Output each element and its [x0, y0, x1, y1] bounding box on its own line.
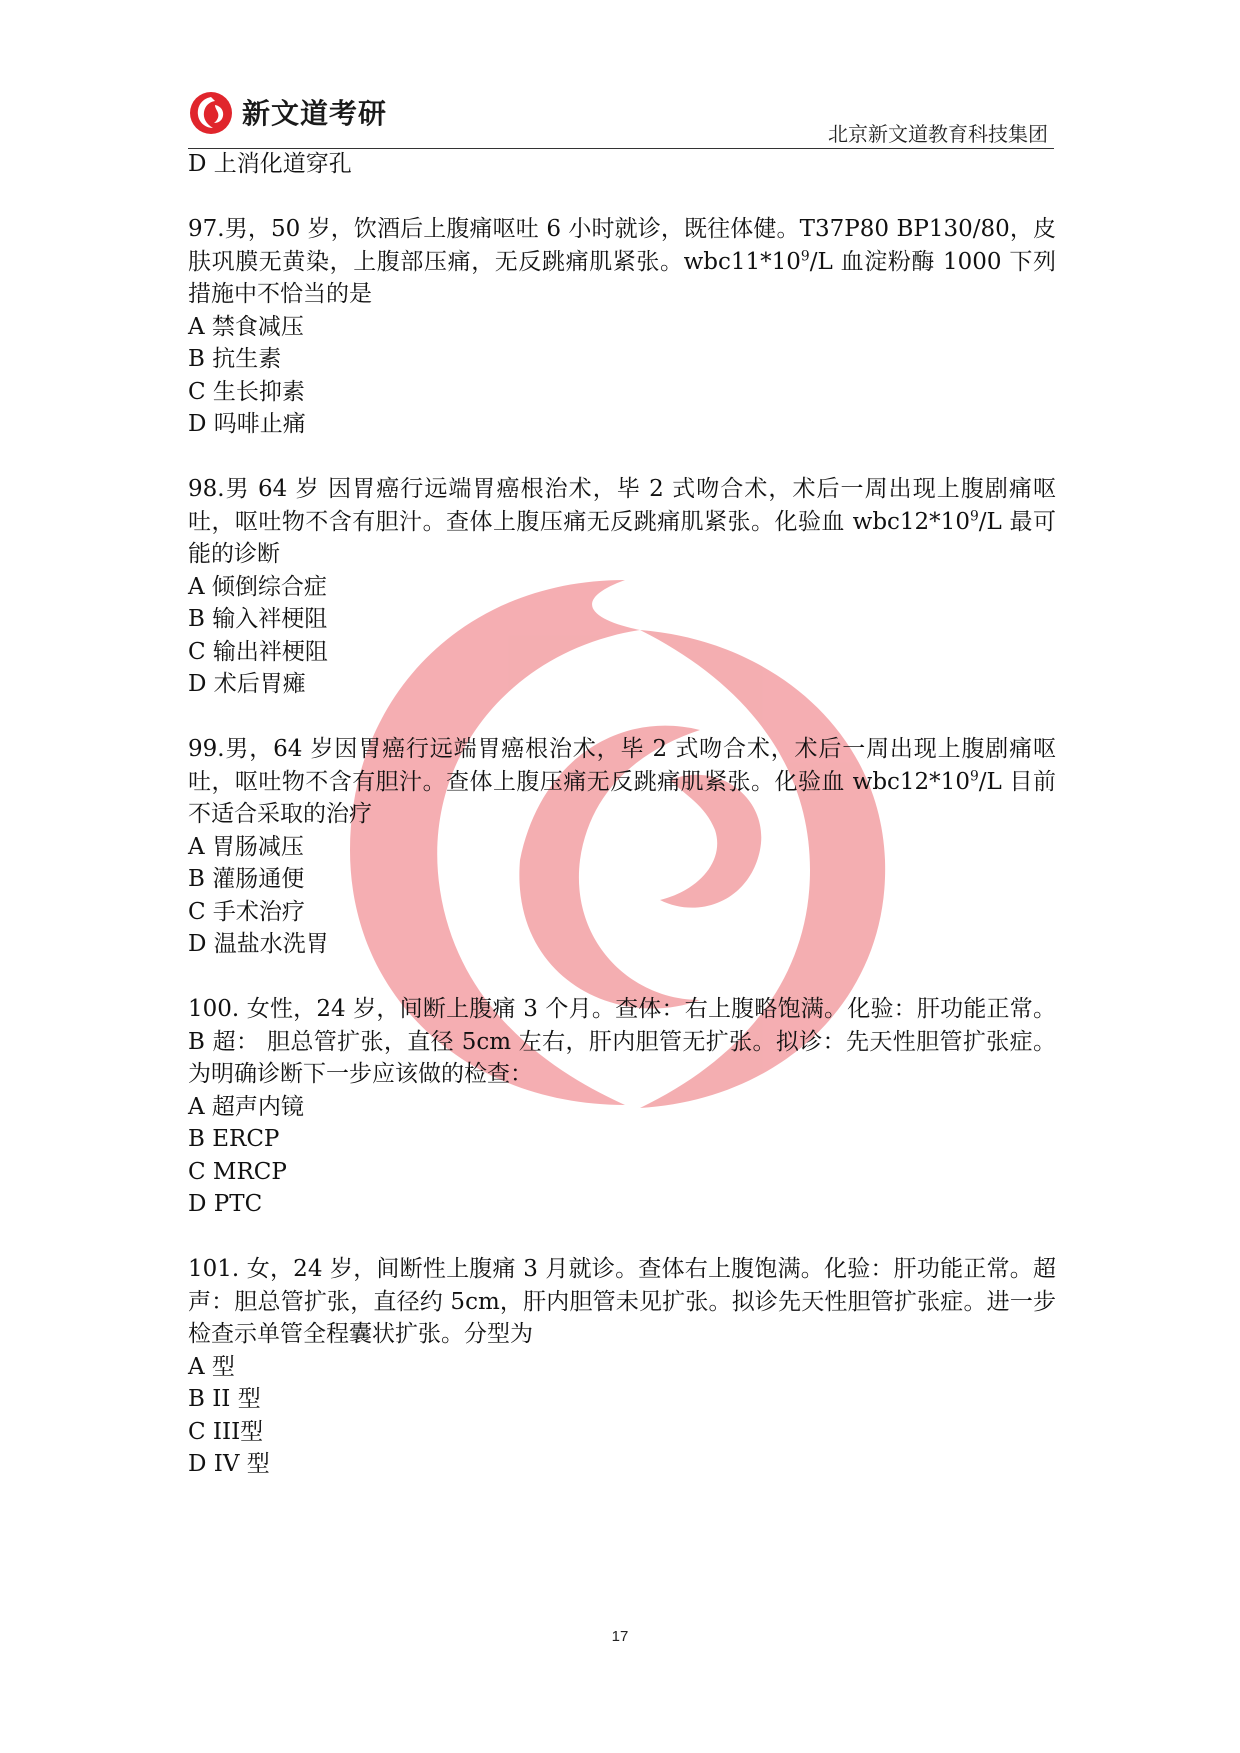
option-c: C 输出袢梗阻: [188, 638, 328, 665]
option-d: D 吗啡止痛: [188, 411, 306, 437]
option-d: D 术后胃瘫: [188, 671, 306, 697]
logo-text: 新文道考研: [242, 97, 388, 130]
superscript: 9: [969, 767, 979, 784]
question-101: [188, 1253, 1056, 1481]
option-d: D 温盐水洗胃: [188, 931, 329, 957]
question-100: [188, 993, 1056, 1221]
option: D 上消化道穿孔: [188, 151, 352, 177]
stem-text: 女性，24 岁，间断上腹痛 3 个月。查体：右上腹略饱满。化验：肝功能正常。B 超： 胆总管扩张，直径 5cm 左右，肝内胆管无扩张。拟诊：先天性胆管扩张症。为明确诊断下一步应该做的检查：: [188, 996, 1056, 1087]
question-number: 98.: [188, 476, 225, 502]
organization-name: 北京新文道教育科技集团: [828, 122, 1048, 146]
question-number: 100.: [188, 996, 240, 1022]
question-99: [188, 733, 1056, 961]
option-d: D IV 型: [188, 1451, 270, 1477]
option-c: C 生长抑素: [188, 378, 305, 405]
option-b: B 灌肠通便: [188, 866, 305, 892]
question-number: 101.: [188, 1256, 240, 1282]
question-98: [188, 473, 1056, 701]
stem-text: 男 64 岁 因胃癌行远端胃癌根治术，毕 2 式吻合术，术后一周出现上腹剧痛呕吐，呕吐物不含有胆汁。查体上腹压痛无反跳痛肌紧张。化验血 wbc12*10: [188, 476, 1056, 535]
stem-text: /L 血淀粉酶 1000 下列措施中不恰当的是: [188, 248, 1056, 307]
question-stem: [188, 733, 1056, 831]
option-a: A 超声内镜: [188, 1093, 304, 1120]
page-number: 17: [611, 1628, 629, 1645]
phoenix-logo-icon: [188, 90, 234, 136]
question-96-tail: [188, 148, 1056, 181]
option-a: A 禁食减压: [188, 313, 304, 340]
option-b: B ERCP: [188, 1126, 280, 1152]
option-a: A 胃肠减压: [188, 833, 304, 860]
option-b: B II 型: [188, 1386, 261, 1412]
option-b: B 输入袢梗阻: [188, 606, 328, 632]
question-stem: [188, 473, 1056, 571]
stem-text: 男，64 岁因胃癌行远端胃癌根治术，毕 2 式吻合术，术后一周出现上腹剧痛呕吐，呕吐物不含有胆汁。查体上腹压痛无反跳痛肌紧张。化验血 wbc12*10: [188, 736, 1056, 795]
option-d: D PTC: [188, 1191, 263, 1217]
question-stem: [188, 1253, 1056, 1351]
stem-text: 男，50 岁，饮酒后上腹痛呕吐 6 小时就诊，既往体健。T37P80 BP130/80，皮肤巩膜无黄染，上腹部压痛，无反跳痛肌紧张。wbc11*10: [188, 216, 1056, 275]
option-a: A 倾倒综合症: [188, 573, 327, 600]
stem-text: /L 目前不适合采取的治疗: [188, 768, 1056, 827]
stem-text: 女，24 岁，间断性上腹痛 3 月就诊。查体右上腹饱满。化验：肝功能正常。超声：胆总管扩张，直径约 5cm，肝内胆管未见扩张。拟诊先天性胆管扩张症。进一步检查示单管全程囊状扩张。分型为: [188, 1256, 1056, 1347]
option-a: A 型: [188, 1353, 235, 1380]
question-number: 99.: [188, 736, 225, 762]
superscript: 9: [800, 247, 810, 264]
option-c: C 手术治疗: [188, 898, 305, 925]
option-c: C MRCP: [188, 1158, 287, 1185]
question-97: [188, 213, 1056, 441]
page-header: [188, 88, 1054, 150]
question-stem: [188, 213, 1056, 311]
option-c: C III型: [188, 1418, 264, 1445]
option-b: B 抗生素: [188, 346, 282, 372]
superscript: 9: [969, 507, 979, 524]
stem-text: /L 最可能的诊断: [188, 508, 1056, 567]
question-number: 97.: [188, 216, 225, 242]
document-body: [188, 148, 1056, 1481]
question-stem: [188, 993, 1056, 1091]
